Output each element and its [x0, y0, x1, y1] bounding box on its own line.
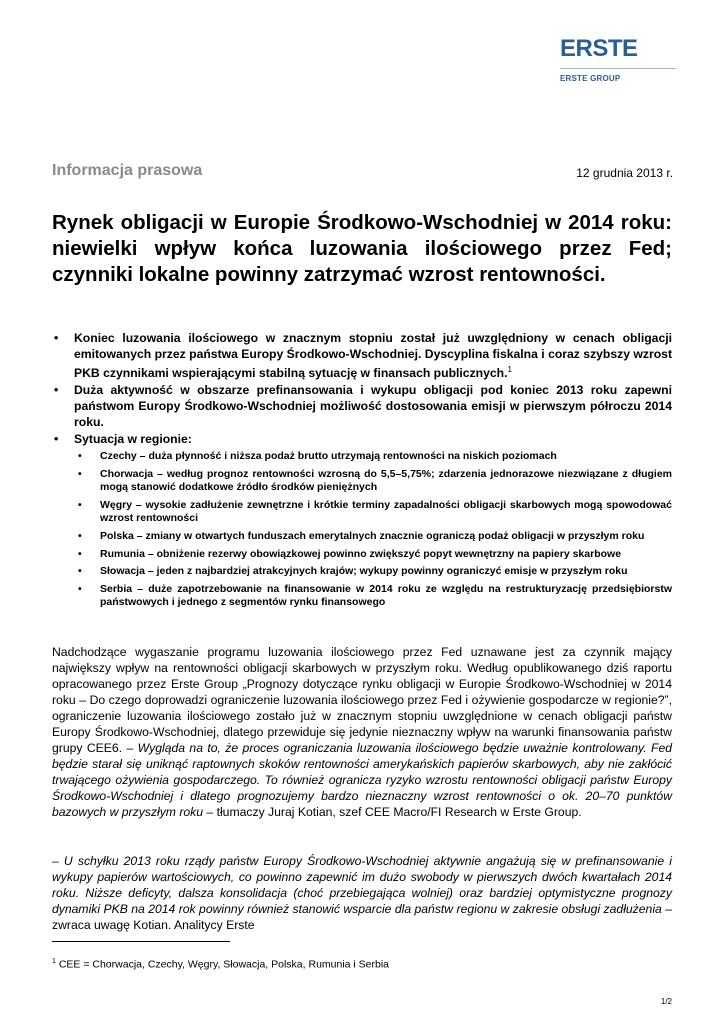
region-list: [74, 450, 672, 610]
body-paragraph: – U schyłku 2013 roku rządy państw Europy Środkowo-Wschodniej aktywnie angażują się w prefinansowanie i wykupy papierów wartościowych, co powinno zapewnić im dużo swobody w pierwszych dwóch kwartałach 2014 roku. Niższe deficyty, dalsza konsolidacja (choć przebiegająca wolniej) oraz bardziej optymistyczne prognozy dynamiki PKB na 2014 rok powinny również stanowić wsparcie dla państw regionu w zakresie obsługi zadłużenia – zwraca uwagę Kotian. Analitycy Erste: [52, 854, 673, 932]
logo-group-name: ERSTE GROUP: [560, 74, 621, 83]
quote: Wygląda na to, że proces ograniczania luzowania ilościowego będzie uważnie kontrolowany. Fed będzie starał się uniknąć raptownych skoków rentowności amerykańskich papierów skarbowych, aby nie zakłócić trwającego ożywienia gospodarczego. To również ogranicza ryzyko wzrostu rentowności obligacji państw Europy Środkowo-Wschodniej i dlatego prognozujemy bardzo nieznaczny wzrost rentowności o ok. 20–70 punktów bazowych w przyszłym roku: [52, 741, 672, 819]
headline: Rynek obligacji w Europie Środkowo-Wschodniej w 2014 roku: niewielki wpływ końca luzowania ilościowego przez Fed; czynniki lokalne powinny zatrzymać wzrost rentowności.: [52, 211, 672, 286]
region-item: • Chorwacja – według prognoz rentowności wzrosną do 5,5–5,75%; zdarzenia jednorazowe niezwiązane z długiem mogą stanowić dodatkowe źródło środków pieniężnych: [74, 468, 672, 495]
key-points-list: [52, 330, 672, 614]
footnote-separator: [52, 941, 230, 942]
quote: – U schyłku 2013 roku rządy państw Europy Środkowo-Wschodniej aktywnie angażują się w prefinansowanie i wykupy papierów wartościowych, co powinno zapewnić im dużo swobody w pierwszych dwóch kwartałach 2014 roku. Niższe deficyty, dalsza konsolidacja (choć przebiegająca wolniej) oraz bardziej optymistyczne prognozy dynamiki PKB na 2014 rok powinny również stanowić wsparcie dla państw regionu w zakresie obsługi zadłużenia: [52, 854, 672, 916]
region-item: • Słowacja – jeden z najbardziej atrakcyjnych krajów; wykupy powinny ograniczyć emisje w przyszłym roku: [74, 565, 672, 579]
key-point: • Duża aktywność w obszarze prefinansowania i wykupu obligacji pod koniec 2013 roku zapewni państwom Europy Środkowo-Wschodniej możliwość dostosowania emisji w pierwszym półroczu 2014 roku.: [52, 382, 672, 430]
region-item: • Czechy – duża płynność i niższa podaż brutto utrzymają rentowności na niskich poziomach: [74, 450, 672, 464]
key-point: • Koniec luzowania ilościowego w znacznym stopniu został już uwzględniony w cenach obligacji emitowanych przez państwa Europy Środkowo-Wschodniej. Dyscyplina fiskalna i coraz szybszy wzrost PKB czynnikami wspierającymi stabilną sytuację w finansach publicznych.$^1$: [52, 330, 672, 381]
body-paragraph: Nadchodzące wygaszanie programu luzowania ilościowego przez Fed uznawane jest za czynnik mający największy wpływ na rentowności obligacji skarbowych w przyszłym roku. Według opublikowanego dziś raportu opracowanego przez Erste Group „Prognozy dotyczące rynku obligacji w Europie Środkowo-Wschodniej w 2014 roku – Do czego doprowadzi ograniczenie luzowania ilościowego przez Fed i ożywienie gospodarcze w regionie?”, ograniczenie luzowania ilościowego zostało już w znacznym stopniu uwzględnione w cenach obligacji państw Europy Środkowo-Wschodniej, dlatego przewiduje się jedynie nieznaczny wpływ na warunki finansowania państw grupy CEE6. – Wygląda na to, że proces ograniczania luzowania ilościowego będzie uważnie kontrolowany. Fed będzie starał się uniknąć raptownych skoków rentowności amerykańskich papierów skarbowych, aby nie zakłócić trwającego ożywienia gospodarczego. To również ogranicza ryzyko wzrostu rentowności obligacji państw Europy Środkowo-Wschodniej i dlatego prognozujemy bardzo nieznaczny wzrost rentowności o ok. 20–70 punktów bazowych w przyszłym roku – tłumaczy Juraj Kotian, szef CEE Macro/FI Research w Erste Group.: [52, 645, 672, 819]
region-item: • Węgry – wysokie zadłużenie zewnętrzne i krótkie terminy zapadalności obligacji skarbowych mogą spowodować wzrost rentowności: [74, 499, 672, 526]
footnote: $^1$ CEE = Chorwacja, Czechy, Węgry, Słowacja, Polska, Rumunia i Serbia: [52, 958, 390, 971]
page-number: 1/2: [660, 997, 672, 1006]
region-item: • Polska – zmiany w otwartych funduszach emerytalnych znacznie ograniczą podaż obligacji w przyszłym roku: [74, 530, 672, 544]
footnote-ref: 1: [507, 365, 512, 374]
logo-name: ERSTE: [560, 35, 638, 62]
logo-divider: [560, 68, 676, 69]
region-item: • Rumunia – obniżenie rezerwy obowiązkowej powinno zwiększyć popyt wewnętrzny na papiery skarbowe: [74, 548, 672, 562]
region-item: • Serbia – duże zapotrzebowanie na finansowanie w 2014 roku ze względu na restrukturyzację przedsiębiorstw państwowych i jednego z segmentów rynku finansowego: [74, 583, 672, 610]
release-date: 12 grudnia 2013 r.: [576, 166, 673, 180]
erste-logo: [560, 36, 676, 83]
press-release-label: Informacja prasowa: [52, 162, 203, 179]
key-point: • Sytuacja w regionie: • Czechy – duża płynność i niższa podaż brutto utrzymają rentowności na niskich poziomach • Chorwacja – według prognoz rentowności wzrosną do 5,5–5,75%; zdarzenia jednorazowe niezwiązane z długiem mogą stanowić dodatkowe źródło środków pieniężnych • Węgry – wysokie zadłużenie zewnętrzne i krótkie terminy zapadalności obligacji skarbowych mogą spowodować wzrost rentowności • Polska – zmiany w otwartych funduszach emerytalnych znacznie ograniczą podaż obligacji w przyszłym roku • Rumunia – obniżenie rezerwy obowiązkowej powinno zwiększyć popyt wewnętrzny na papiery skarbowe • Słowacja – jeden z najbardziej atrakcyjnych krajów; wykupy powinny ograniczyć emisje w przyszłym roku • Serbia – duże zapotrzebowanie na finansowanie w 2014 roku ze względu na restrukturyzację przedsiębiorstw państwowych i jednego z segmentów rynku finansowego: [52, 431, 672, 610]
